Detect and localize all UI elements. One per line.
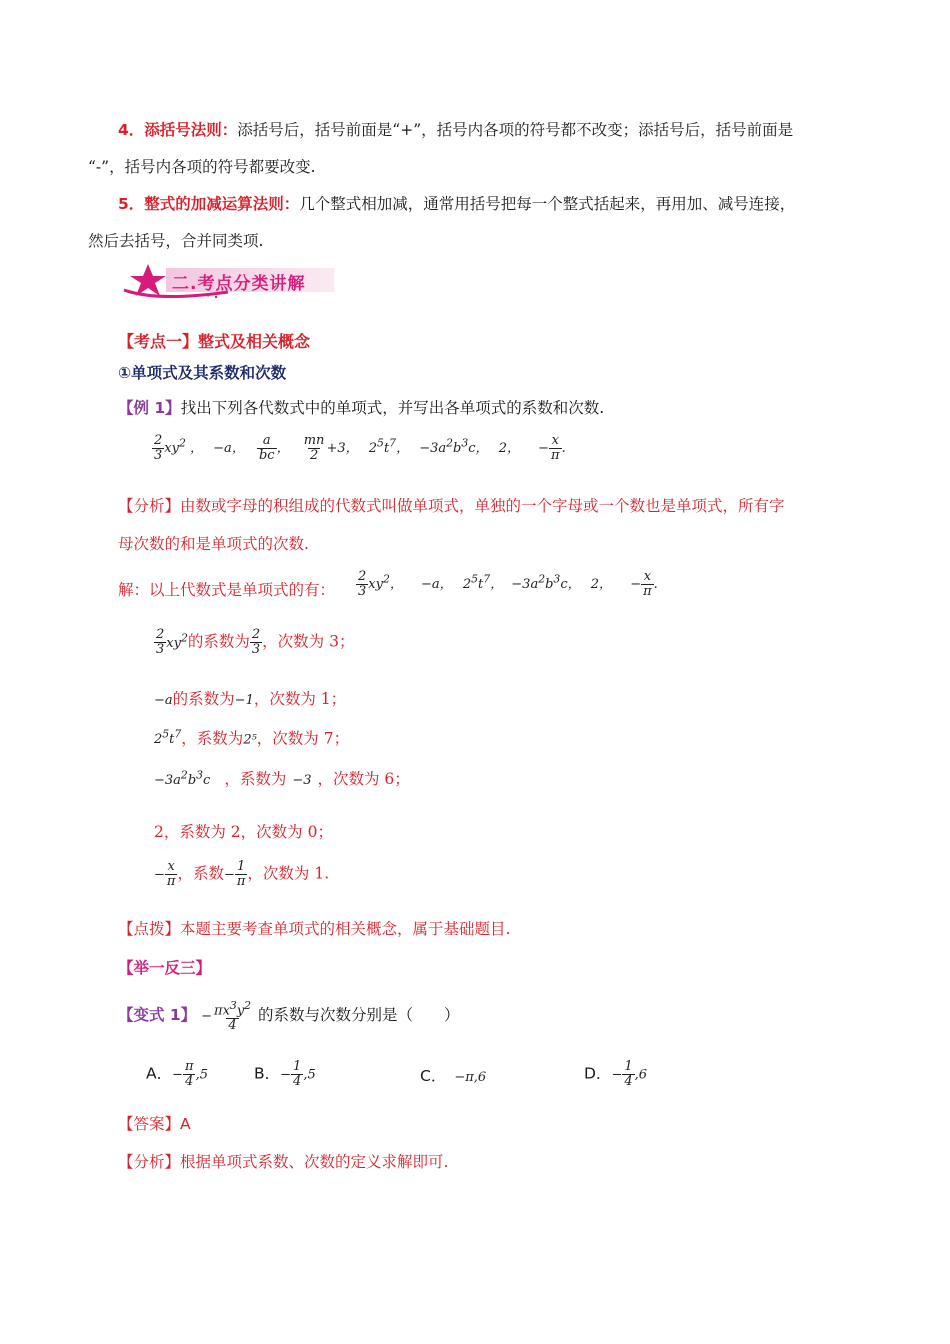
option-a[interactable]: A．− $\frac{\pi}{4}$ ,5 bbox=[146, 1059, 208, 1089]
rule4-line2: “-”，括号内各项的符号都要改变. bbox=[88, 158, 316, 176]
variant1-text: 的系数与次数分别是（ ） bbox=[258, 1006, 460, 1025]
option-b[interactable]: B．− $\frac{1}{4}$ ,5 bbox=[254, 1059, 316, 1089]
solution-intro-line bbox=[118, 580, 335, 600]
solution-item-5: 2，系数为 2，次数为 0； bbox=[154, 823, 333, 841]
variant1-line: 【变式 1】 − $\frac{\pi x^3y^2}{4}$ 的系数与次数分别是（ ） bbox=[118, 999, 460, 1034]
expr-mn-2: $\frac{mn}{2}$ bbox=[303, 433, 325, 463]
example1-line bbox=[118, 398, 604, 418]
example1-expressions: $\frac{2}{3}$ $xy^2$ ， −a， $\frac{a}{bc}$ ， $\frac{mn}{2}$ +3， $2^5t^7$， $-3a^2b^3c$， 2， − $\frac{x}{\pi}$ . bbox=[154, 433, 566, 463]
variant1-tag: 【变式 1】 bbox=[118, 1006, 197, 1025]
answer-line bbox=[118, 1114, 191, 1134]
analysis1-line1: 【分析】由数或字母的积组成的代数式叫做单项式，单独的一个字母或一个数也是单项式，所有字 bbox=[118, 497, 785, 515]
expr-a-bc: $\frac{a}{bc}$ bbox=[258, 433, 275, 463]
analysis2-text: 根据单项式系数、次数的定义求解即可. bbox=[180, 1153, 449, 1171]
example1-text: 找出下列各代数式中的单项式，并写出各单项式的系数和次数. bbox=[180, 399, 605, 417]
sub1-title: ①单项式及其系数和次数 bbox=[118, 364, 287, 382]
rule5-line1 bbox=[118, 194, 795, 214]
solution-monomials: $\frac{2}{3}$ $xy^2$， −a， $2^5t^7$， $-3a^2b^3c$， 2， − $\frac{x}{\pi}$ . bbox=[358, 569, 658, 599]
solution-item-4: $-3a^2b^3c$ ，系数为 −3 ，次数为 6； bbox=[154, 769, 410, 789]
example1-tag: 【例 1】 bbox=[118, 399, 181, 417]
rule5-label: 5．整式的加减运算法则： bbox=[118, 195, 300, 213]
analysis1-line2: 母次数的和是单项式的次数. bbox=[118, 535, 309, 553]
rule5-line2: 然后去括号，合并同类项. bbox=[88, 232, 264, 250]
kaodian1-title: 【考点一】整式及相关概念 bbox=[118, 332, 311, 351]
solution-intro: 解：以上代数式是单项式的有： bbox=[118, 581, 336, 599]
rule4-line1 bbox=[118, 120, 793, 140]
expr-2-3: $\frac{2}{3}$ bbox=[154, 433, 163, 463]
answer-tag: 【答案】 bbox=[118, 1115, 181, 1133]
answer-value: A bbox=[180, 1115, 191, 1133]
option-c[interactable]: C． −π,6 bbox=[420, 1067, 487, 1085]
analysis2-tag: 【分析】 bbox=[118, 1153, 181, 1171]
analysis2-line bbox=[118, 1152, 448, 1172]
rule4-text: 添括号后，括号前面是“+”，括号内各项的符号都不改变；添括号后，括号前面是 bbox=[237, 121, 794, 139]
dianbo-text: 【点拨】本题主要考查单项式的相关概念，属于基础题目. bbox=[118, 920, 511, 938]
option-d[interactable]: D．− $\frac{1}{4}$ ,6 bbox=[584, 1059, 648, 1089]
section-title: 二.考点分类讲解 bbox=[172, 274, 306, 294]
expr-x-pi: $\frac{x}{\pi}$ bbox=[551, 433, 560, 463]
solution-item-6: − $\frac{x}{\pi}$ ，系数− $\frac{1}{\pi}$ ，次数为 1. bbox=[154, 859, 330, 889]
solution-item-3: $2^5t^7$，系数为2⁵，次数为 7； bbox=[154, 728, 350, 748]
solution-item-2: −a的系数为−1，次数为 1； bbox=[154, 690, 347, 708]
solution-item-1: $\frac{2}{3}$ $xy^2$的系数为 $\frac{2}{3}$ ，次数为 3； bbox=[156, 627, 355, 657]
rule5-text: 几个整式相加减，通常用括号把每一个整式括起来，再用加、减号连接， bbox=[299, 195, 796, 213]
rule4-label: 4．添括号法则： bbox=[118, 121, 238, 139]
juyi-title: 【举一反三】 bbox=[118, 959, 212, 977]
